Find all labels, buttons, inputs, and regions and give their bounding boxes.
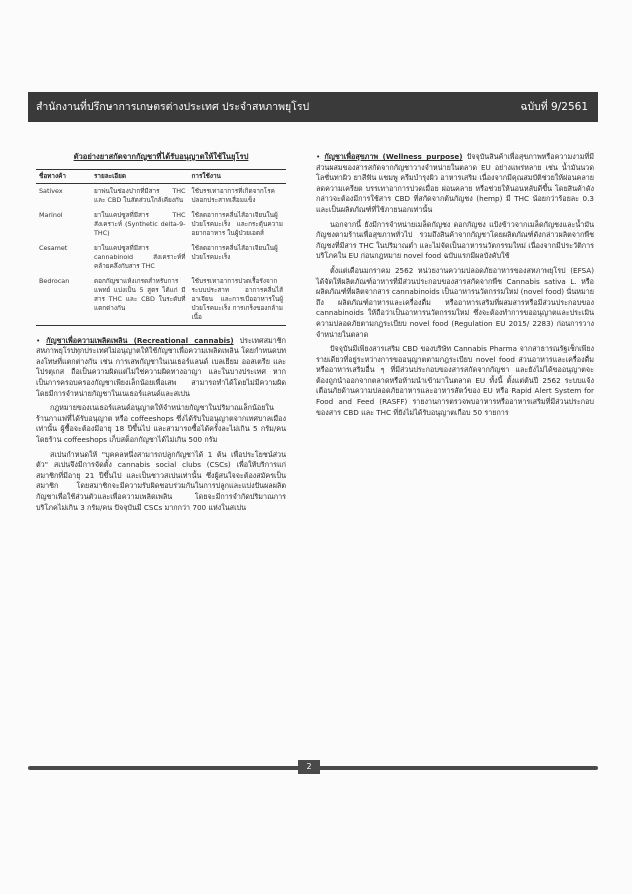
issue-number: ฉบับที่ 9/2561 — [520, 101, 588, 113]
paragraph: สเปนกำหนดให้ "บุคคลหนึ่งสามารถปลูกกัญชาได้ 1 ต้น เพื่อประโยชน์ส่วนตัว" สเปนจึงมีการจัดตั้ง cannabis social clubs (CSCs) เพื่อให้บริการแก่สมาชิกที่มีอายุ 21 ปีขึ้นไป และเป็นชาวสเปนเท่านั้น ซึ่งผู้สนใจจะต้องสมัครเป็นสมาชิก โดยสมาชิกจะมีความรับผิดชอบร่วมกันในการปลูกและแบ่งปันผลผลิตกัญชาเพื่อใช้ส่วนตัวและเพื่อความเพลิดเพลิน โดยจะมีการจำกัดปริมาณการบริโภคไม่เกิน 3 กรัม/คน ปัจจุบันมี CSCs มากกว่า 700 แห่งในสเปน — [36, 449, 286, 512]
drug-name: Bedrocan — [36, 274, 91, 326]
drug-name: Sativex — [39, 186, 63, 195]
header-cell: การใช้งาน — [189, 169, 287, 183]
drug-name: Marinol — [39, 210, 63, 219]
right-column — [316, 152, 594, 422]
header-cell: รายละเอียด — [91, 169, 189, 183]
drug-use: ใช้บรรเทาอาการที่เกิดจากโรคปลอกประสาทเสื่อมแข็ง — [191, 186, 275, 204]
left-column — [36, 152, 286, 517]
section-heading-recreational: กัญชาเพื่อความเพลิดเพลิน (Recreational cannabis) — [46, 335, 234, 345]
drug-use: ใช้ลดอาการคลื่นไส้อาเจียนในผู้ป่วยโรคมะเร็ง — [191, 243, 278, 261]
drug-detail: ยาพ่นในช่องปากที่มีสาร THC และ CBD ในสัดส่วนใกล้เคียงกัน — [94, 186, 186, 204]
drug-detail: ดอกกัญชาแห้งเกรดสำหรับการแพทย์ แบ่งเป็น 5 สูตร ได้แก่ มีสาร THC และ CBD ในระดับที่แตกต่างกัน — [91, 274, 189, 326]
recreational-section — [36, 336, 286, 400]
section-heading-wellness: กัญชาเพื่อสุขภาพ (Wellness purpose) — [324, 152, 463, 161]
paragraph: ปัจจุบันมีเพียงสารเสริม CBD ของบริษัท Cannabis Pharma จากสาธารณรัฐเช็กเพียงรายเดียวที่อยู่ระหว่างการขออนุญาตตามกฎระเบียบ novel food ส่วนอาหารและเครื่องดื่มหรืออาหารเสริมอื่น ๆ ที่มีส่วนประกอบของสารสกัดจากกัญชา และยังไม่ได้ขออนุญาตจะต้องถูกนำออกจากตลาดหรือห้ามนำเข้ามาในตลาด EU ทั้งนี้ ตั้งแต่ต้นปี 2562 ระบบแจ้งเตือนภัยด้านความปลอดภัยอาหารและอาหารสัตว์ของ EU หรือ Rapid Alert System for Food and Feed (RASFF) รายงานการตรวจพบอาหารหรืออาหารเสริมที่มีส่วนประกอบของสาร CBD และ THC ที่ยังไม่ได้รับอนุญาตเกือบ 50 รายการ — [316, 344, 594, 417]
paragraph: ปัจจุบันสินค้าเพื่อสุขภาพหรือความงามที่มีส่วนผสมของสารสกัดจากกัญชาวางจำหน่ายในตลาด EU อย่างแพร่หลาย เช่น น้ำมันนวด โลชั่นทาผิว ยาสีฟัน แชมพู ครีมบำรุงผิว อาหารเสริม เนื่องจากมีคุณสมบัติช่วยให้ผ่อนคลาย ลดความเครียด บรรเทาอาการปวดเมื่อย ผ่อนคลาย หรือช่วยให้นอนหลับดีขึ้น โดยสินค้าดังกล่าวจะต้องมีการใช้สาร CBD ที่สกัดจากต้นกัญชง (hemp) มี THC น้อยกว่าร้อยละ 0.3 และเป็นผลิตภัณฑ์ที่ใช้ภายนอกเท่านั้น — [316, 152, 594, 214]
paragraph: กฎหมายของเนเธอร์แลนด์อนุญาตให้จำหน่ายกัญชาในปริมาณเล็กน้อยในร้านกาแฟที่ได้รับอนุญาต หรือ coffeeshops ซึ่งได้รับใบอนุญาตจากเทศบาลเมืองเท่านั้น ผู้ซื้อจะต้องมีอายุ 18 ปีขึ้นไป และสามารถซื้อได้ครั้งละไม่เกิน 5 กรัม/คน โดยร้าน coffeeshops เก็บสต็อกกัญชาได้ไม่เกิน 500 กรัม — [36, 403, 286, 444]
bullet-icon: • — [36, 335, 47, 345]
drug-use: ใช้บรรเทาอาการปวดเรื้อรังจากระบบประสาท อาการคลื่นไส้อาเจียน และการเบื่ออาหารในผู้ป่วยโรคมะเร็ง การเกร็งของกล้ามเนื้อ — [189, 274, 287, 326]
header-bar — [28, 92, 598, 122]
drug-detail: ยาในแคปซูลที่มีสาร cannabinoid สังเคราะห์ที่คล้ายคลึงกับสาร THC — [94, 243, 186, 270]
drug-use: ใช้ลดอาการคลื่นไส้อาเจียนในผู้ป่วยโรคมะเร็ง และกระตุ้นความอยากอาหาร ในผู้ป่วยเอดส์ — [191, 210, 283, 237]
paragraph: ตั้งแต่เดือนมกราคม 2562 หน่วยงานความปลอดภัยอาหารของสหภาพยุโรป (EFSA) ได้จัดให้ผลิตภัณฑ์อาหารที่มีส่วนประกอบของสารสกัดจากพืช Cannabis sativa L. หรือผลิตภัณฑ์ที่ผลิตจากสาร cannabinoids เป็นอาหารนวัตกรรมใหม่ (novel food) นั่นหมายถึง ผลิตภัณฑ์อาหารและเครื่องดื่ม หรืออาหารเสริมที่ผสมสารหรือมีส่วนประกอบของ cannabinoids ให้ถือว่าเป็นอาหารนวัตกรรมใหม่ ซึ่งจะต้องทำการขออนุญาตและประเมินความปลอดภัยตามกฎระเบียบ novel food (Regulation EU 2015/ 2283) ก่อนการวางจำหน่ายในตลาด — [316, 265, 594, 339]
table-row — [36, 241, 286, 274]
header-title: สำนักงานที่ปรึกษาการเกษตรต่างประเทศ ประจำสหภาพยุโรป — [36, 101, 310, 113]
table-row — [36, 208, 286, 241]
bullet-icon: • — [316, 152, 325, 161]
drug-name: Cesamet — [39, 243, 68, 252]
table-row — [36, 183, 286, 208]
wellness-section — [316, 152, 594, 216]
cannabis-drug-table — [36, 169, 286, 326]
drug-detail: ยาในแคปซูลที่มีสาร THC สังเคราะห์ (Synthetic delta-9-THC) — [94, 210, 186, 237]
page-number: 2 — [298, 760, 320, 774]
paragraph: ประเทศสมาชิก สหภาพยุโรปทุกประเทศไม่อนุญาตให้ใช้กัญชาเพื่อความเพลิดเพลิน โดยกำหนดบทลงโทษที่แตกต่างกัน เช่น การเสพกัญชาในเนเธอร์แลนด์ เบลเยียม ออสเตรีย และโปรตุเกส ถือเป็นความผิดแต่ไม่ใช่ความผิดทางอาญา และในบางประเทศ หากเป็นการครอบครองกัญชาเพียงเล็กน้อยเพื่อเสพ สามารถทำได้โดยไม่มีความผิด โดยมีการจำหน่ายกัญชาในเนเธอร์แลนด์และสเปน — [36, 335, 286, 398]
table-title: ตัวอย่างยาสกัดจากกัญชาที่ได้รับอนุญาตให้ใช้ในยุโรป — [73, 152, 249, 161]
header-cell: ชื่อทางค้า — [36, 169, 91, 183]
paragraph: นอกจากนี้ ยังมีการจำหน่ายเมล็ดกัญชง ดอกกัญชง แป้งข้าวจากเมล็ดกัญชงและน้ำมันกัญชงตามร้านเพื่อสุขภาพทั่วไป รวมถึงสินค้าจากกัญชาโดยผลิตภัณฑ์ดังกล่าวผลิตจากพืชกัญชงที่มีสาร THC ในปริมาณต่ำ และไม่จัดเป็นอาหารนวัตกรรมใหม่ เนื่องจากมีประวัติการบริโภคใน EU ก่อนกฎหมาย novel food ฉบับแรกมีผลบังคับใช้ — [316, 219, 594, 261]
table-row — [36, 274, 286, 326]
table-header-row — [36, 169, 286, 183]
